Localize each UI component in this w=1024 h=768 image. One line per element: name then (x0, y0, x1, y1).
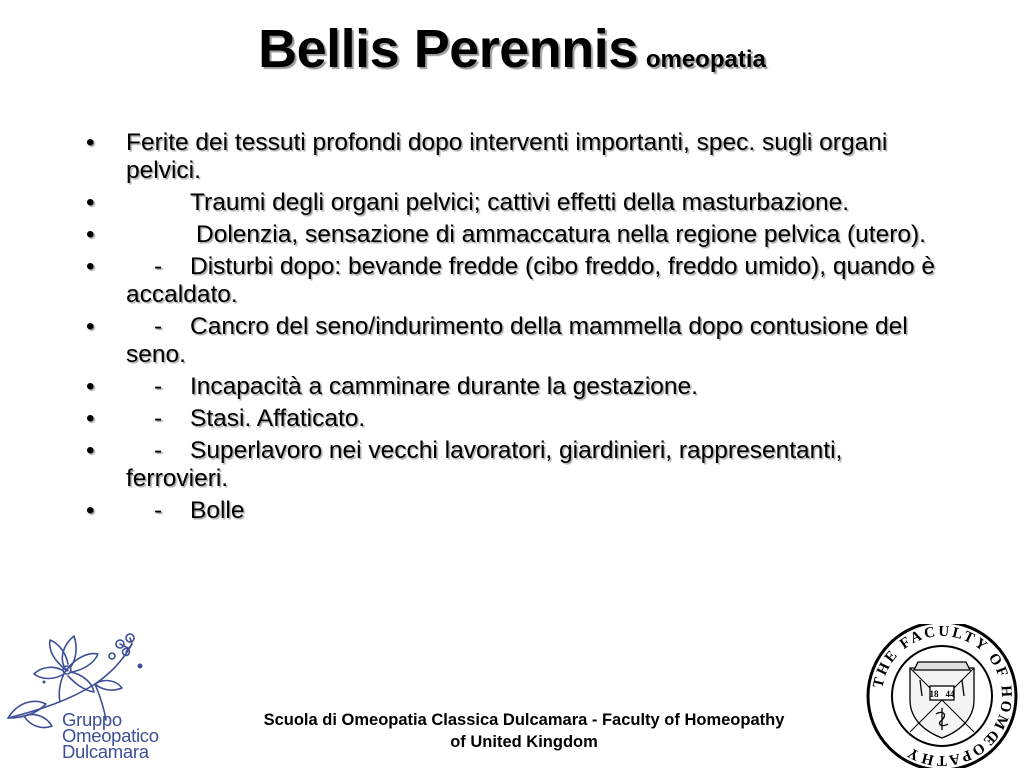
title-subtitle: omeopatia (645, 46, 766, 73)
title-main: Bellis Perennis (258, 19, 638, 79)
bullet-dash: - (154, 405, 163, 432)
bullet-dash: - (154, 313, 163, 340)
bullet-text: Incapacità a camminare durante la gestazione. (190, 373, 698, 400)
slide-title (0, 18, 1024, 80)
bullet-dash: - (154, 253, 163, 280)
bullet-marker: • (86, 405, 95, 432)
bullet-text: Traumi degli organi pelvici; cattivi effetti della masturbazione. (190, 189, 850, 216)
bullet-text: Disturbi dopo: bevande fredde (cibo freddo, freddo umido), quando è accaldato. (126, 253, 936, 308)
list-item (86, 437, 946, 493)
list-item (86, 373, 946, 401)
footer-line: of United Kingdom (450, 733, 598, 751)
list-item (86, 189, 946, 217)
logo-left-line: Gruppo (62, 709, 122, 730)
faculty-of-homeopathy-seal-icon (862, 624, 1022, 768)
seal-ring-text: THE FACULTY OF HOMŒOPATHY (870, 624, 1015, 768)
footer-line: Scuola di Omeopatia Classica Dulcamara - Faculty of Homeopathy (263, 711, 785, 729)
logo-left-line: Omeopatico (62, 725, 159, 746)
bullet-marker: • (86, 253, 95, 280)
list-item (86, 405, 946, 433)
list-item (86, 313, 946, 369)
list-item (86, 253, 946, 309)
bullet-marker: • (86, 221, 95, 248)
bullet-text: Cancro del seno/indurimento della mammella dopo contusione del seno. (126, 313, 908, 368)
list-item (86, 497, 946, 525)
seal-year-left: 18 (929, 689, 939, 699)
bullet-text: Superlavoro nei vecchi lavoratori, giardinieri, rappresentanti, ferrovieri. (126, 437, 843, 492)
bullet-marker: • (86, 129, 95, 156)
bullet-marker: • (86, 437, 95, 464)
footer (200, 709, 848, 753)
bullet-text: Ferite dei tessuti profondi dopo interventi importanti, spec. sugli organi pelvici. (126, 129, 888, 184)
bullet-marker: • (86, 313, 95, 340)
bullet-marker: • (86, 189, 95, 216)
logo-left-line: Dulcamara (62, 741, 149, 762)
bullet-list (86, 129, 946, 529)
bullet-marker: • (86, 497, 95, 524)
list-item (86, 129, 946, 185)
seal-year-right: 44 (945, 689, 955, 699)
bullet-text: Dolenzia, sensazione di ammaccatura nella regione pelvica (utero). (196, 221, 926, 248)
bullet-dash: - (154, 373, 163, 400)
bullet-marker: • (86, 373, 95, 400)
bullet-dash: - (154, 497, 163, 524)
bullet-text: Stasi. Affaticato. (190, 405, 366, 432)
bullet-text: Bolle (190, 497, 245, 524)
logo-left-wordmark (62, 709, 202, 762)
list-item (86, 221, 946, 249)
bullet-dash: - (154, 437, 163, 464)
